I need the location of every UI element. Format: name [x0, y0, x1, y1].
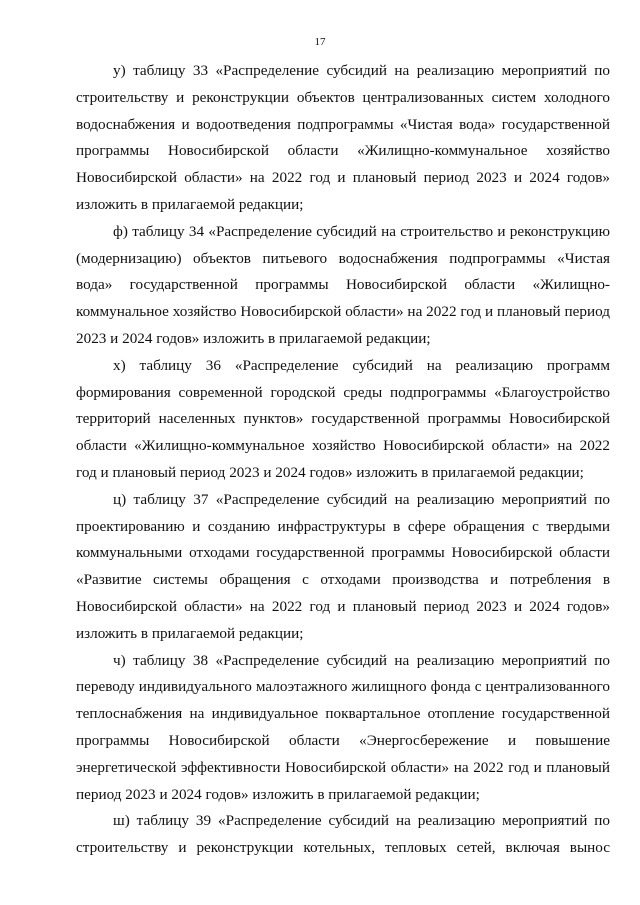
paragraph-line: период 2023 и 2024 годов» изложить в прилагаемой редакции;: [76, 785, 480, 803]
paragraph-line: (модернизацию) объектов питьевого водоснабжения подпрограммы «Чистая: [76, 249, 610, 267]
paragraph-line: ц) таблицу 37 «Распределение субсидий на реализацию мероприятий по: [113, 490, 610, 508]
paragraph-line: «Развитие системы обращения с отходами производства и потребления в: [76, 571, 610, 589]
paragraph-item-ch: [76, 648, 610, 809]
paragraph-line: год и плановый период 2023 и 2024 годов» изложить в прилагаемой редакции;: [76, 463, 584, 481]
paragraph-line: проектированию и созданию инфраструктуры в сфере обращения с твердыми: [76, 517, 610, 535]
paragraph-line: области «Жилищно-коммунальное хозяйство Новосибирской области» на 2022: [76, 437, 610, 455]
paragraph-line: формирования современной городской среды подпрограммы «Благоустройство: [76, 383, 610, 401]
paragraph-line: переводу индивидуального малоэтажного жилищного фонда с централизованного: [76, 678, 610, 696]
paragraph-line: программы Новосибирской области «Жилищно-коммунальное хозяйство: [76, 142, 610, 160]
paragraph-item-kh: [76, 353, 610, 487]
document-body: [76, 58, 610, 862]
paragraph-line: теплоснабжения на индивидуальное поквартальное отопление государственной: [76, 705, 610, 723]
paragraph-line: территорий населенных пунктов» государственной программы Новосибирской: [76, 410, 610, 428]
paragraph-line: коммунальное хозяйство Новосибирской области» на 2022 год и плановый период: [76, 303, 610, 321]
page-number: 17: [314, 36, 326, 48]
paragraph-line: коммунальными отходами государственной программы Новосибирской области: [76, 544, 610, 562]
paragraph-line: 2023 и 2024 годов» изложить в прилагаемой редакции;: [76, 329, 431, 347]
paragraph-line: ф) таблицу 34 «Распределение субсидий на строительство и реконструкцию: [113, 222, 610, 240]
paragraph-line: ш) таблицу 39 «Распределение субсидий на реализацию мероприятий по: [113, 812, 610, 830]
paragraph-item-ts: [76, 487, 610, 648]
paragraph-line: х) таблицу 36 «Распределение субсидий на реализацию программ: [113, 356, 610, 374]
paragraph-line: у) таблицу 33 «Распределение субсидий на реализацию мероприятий по: [113, 62, 610, 79]
paragraph-line: водоснабжения и водоотведения подпрограммы «Чистая вода» государственной: [76, 115, 610, 133]
paragraph-line: вода» государственной программы Новосибирской области «Жилищно-: [76, 276, 610, 294]
paragraph-line: программы Новосибирской области «Энергосбережение и повышение: [76, 731, 610, 749]
paragraph-line: строительству и реконструкции объектов централизованных систем холодного: [76, 88, 610, 106]
paragraph-line: строительству и реконструкции котельных, тепловых сетей, включая вынос: [76, 839, 610, 857]
paragraph-line: Новосибирской области» на 2022 год и плановый период 2023 и 2024 годов»: [76, 597, 610, 615]
paragraph-item-sh: [76, 808, 610, 862]
paragraph-line: изложить в прилагаемой редакции;: [76, 624, 304, 642]
paragraph-line: энергетической эффективности Новосибирской области» на 2022 год и плановый: [76, 758, 610, 776]
paragraph-line: изложить в прилагаемой редакции;: [76, 195, 304, 213]
paragraph-item-u: [76, 58, 610, 219]
paragraph-line: Новосибирской области» на 2022 год и плановый период 2023 и 2024 годов»: [76, 169, 610, 187]
paragraph-item-f: [76, 219, 610, 353]
paragraph-line: ч) таблицу 38 «Распределение субсидий на реализацию мероприятий по: [113, 651, 610, 669]
